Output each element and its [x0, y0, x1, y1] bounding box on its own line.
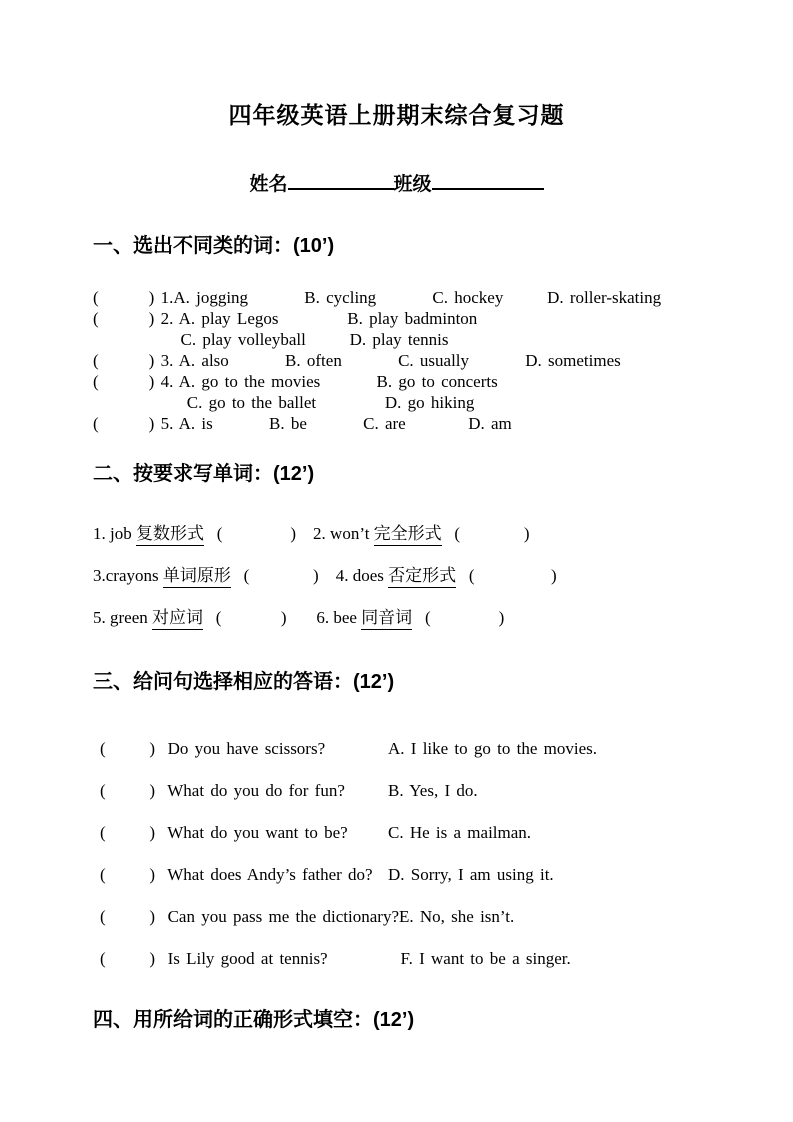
answer-d: D. Sorry, I am using it.	[388, 865, 554, 884]
s1-question-3: ( ) 3. A. also B. often C. usually D. sometimes	[93, 351, 621, 370]
s1-question-2-cont: C. play volleyball D. play tennis	[93, 330, 449, 349]
section4-heading: 四、用所给词的正确形式填空：(12’)	[93, 1009, 415, 1031]
section2-body	[93, 523, 753, 629]
question-3: ( ) What do you want to be?	[100, 823, 348, 842]
s2-item-3-blank: ( ) 4. does	[230, 566, 389, 585]
s1-question-5: ( ) 5. A. is B. be C. are D. am	[93, 414, 512, 433]
answer-e: E. No, she isn’t.	[399, 907, 515, 926]
name-blank-line	[288, 169, 394, 190]
s1-question-2: ( ) 2. A. play Legos B. play badminton	[93, 309, 478, 328]
s2-item-1-requirement: 复数形式	[136, 524, 204, 546]
class-label: 班级	[393, 174, 432, 195]
section1-body	[93, 287, 753, 434]
answer-b: B. Yes, I do.	[388, 781, 478, 800]
question-1: ( ) Do you have scissors?	[100, 739, 326, 758]
qa-row-6	[100, 948, 763, 969]
name-class-row	[0, 169, 793, 197]
qa-row-2	[100, 780, 763, 801]
s2-item-1-word: 1. job	[93, 524, 136, 543]
page-title: 四年级英语上册期末综合复习题	[228, 102, 565, 128]
section3-body	[100, 738, 763, 969]
question-4: ( ) What does Andy’s father do?	[100, 865, 373, 884]
s2-item-3-word: 3.crayons	[93, 566, 163, 585]
qa-row-1	[100, 738, 763, 759]
s1-question-1: ( ) 1.A. jogging B. cycling C. hockey D. roller-skating	[93, 288, 662, 307]
s2-item-5-requirement: 对应词	[152, 608, 203, 630]
answer-c: C. He is a mailman.	[388, 823, 532, 842]
s2-item-2-requirement: 完全形式	[374, 524, 442, 546]
answer-a: A. I like to go to the movies.	[388, 739, 598, 758]
question-2: ( ) What do you do for fun?	[100, 781, 345, 800]
qa-row-5	[100, 906, 763, 927]
s1-question-4-cont: C. go to the ballet D. go hiking	[93, 393, 475, 412]
question-6: ( ) Is Lily good at tennis?	[100, 949, 328, 968]
s2-item-3-requirement: 单词原形	[163, 566, 231, 588]
section3-heading: 三、给问句选择相应的答语：(12’)	[93, 671, 395, 693]
qa-row-3	[100, 822, 763, 843]
s2-row-1	[93, 523, 753, 545]
s1-question-4: ( ) 4. A. go to the movies B. go to concerts	[93, 372, 498, 391]
question-5: ( ) Can you pass me the dictionary?	[100, 907, 399, 926]
s2-item-6-requirement: 同音词	[361, 608, 412, 630]
section2-heading: 二、按要求写单词：(12’)	[93, 463, 315, 485]
answer-f: F. I want to be a singer.	[388, 949, 571, 968]
section1-heading: 一、选出不同类的词：(10’)	[93, 235, 335, 257]
s2-row-3	[93, 607, 753, 629]
s2-item-6-blank: ( )	[412, 608, 505, 627]
class-blank-line	[432, 169, 544, 190]
qa-row-4	[100, 864, 763, 885]
s2-row-2	[93, 565, 753, 587]
name-label: 姓名	[249, 174, 288, 195]
s2-item-1-blank: ( ) 2. won’t	[203, 524, 374, 543]
s2-item-5-blank: ( ) 6. bee	[203, 608, 362, 627]
s2-item-5-word: 5. green	[93, 608, 153, 627]
s2-item-4-blank: ( )	[456, 566, 557, 585]
s2-item-2-blank: ( )	[441, 524, 530, 543]
s2-item-4-requirement: 否定形式	[388, 566, 456, 588]
